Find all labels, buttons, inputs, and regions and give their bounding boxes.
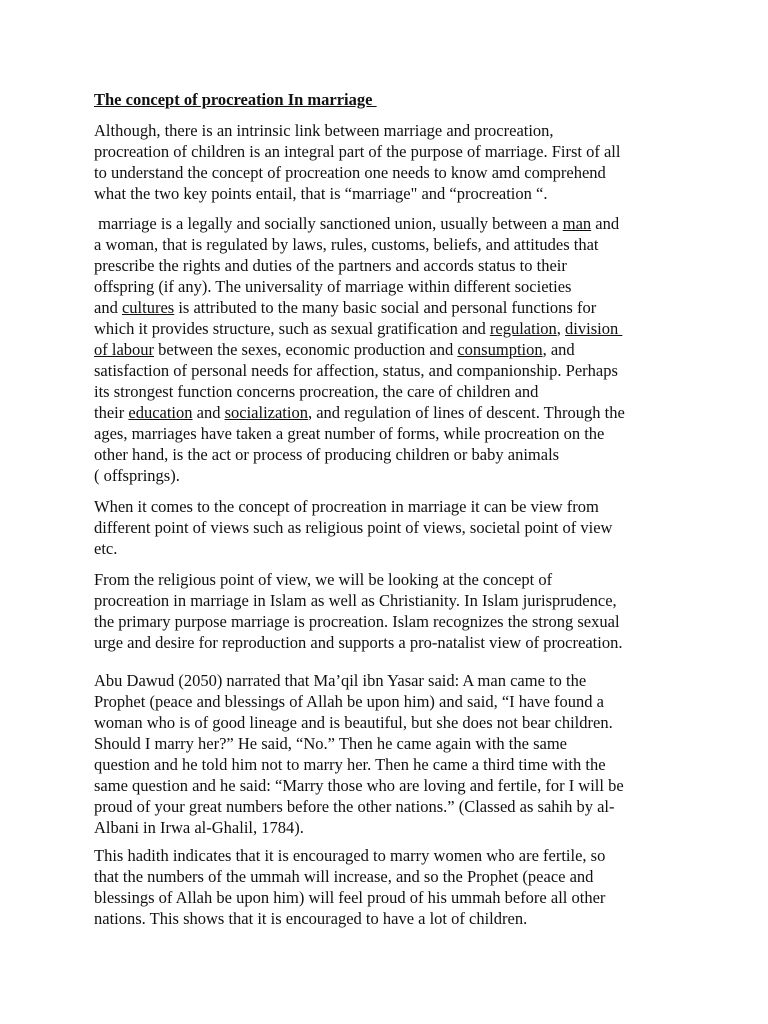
paragraph-line: Albani in Irwa al-Ghalil, 1784). (94, 818, 304, 837)
link-regulation[interactable]: regulation (489, 319, 557, 338)
paragraph-line: ( offsprings). (94, 466, 180, 485)
paragraph-line: its strongest function concerns procreation, the care of children and (94, 382, 539, 401)
paragraph-line: the primary purpose marriage is procreation. Islam recognizes the strong sexual (94, 612, 620, 631)
paragraph-hadith (94, 670, 684, 838)
link-cultures[interactable]: cultures (121, 298, 175, 317)
paragraph-line (94, 318, 684, 339)
text-run: between the sexes, economic production and (154, 340, 458, 359)
paragraph-intro (94, 120, 684, 204)
link-man[interactable]: man (562, 214, 592, 233)
link-socialization[interactable]: socialization (224, 403, 308, 422)
paragraph-line: This hadith indicates that it is encouraged to marry women who are fertile, so (94, 846, 606, 865)
paragraph-line: Abu Dawud (2050) narrated that Ma’qil ibn Yasar said: A man came to the (94, 671, 587, 690)
paragraph-line: etc. (94, 539, 118, 558)
paragraph-line (94, 297, 684, 318)
paragraph-line: other hand, is the act or process of producing children or baby animals (94, 445, 560, 464)
text-run: and (192, 403, 225, 422)
paragraph-hadith-commentary (94, 845, 684, 929)
paragraph-line: question and he told him not to marry her. Then he came a third time with the (94, 755, 606, 774)
text-run: is attributed to the many basic social and personal functions for (174, 298, 597, 317)
link-consumption[interactable]: consumption (457, 340, 543, 359)
paragraph-line: procreation in marriage in Islam as well as Christianity. In Islam jurisprudence, (94, 591, 617, 610)
text-run: , (556, 319, 566, 338)
paragraph-line: to understand the concept of procreation one needs to know amd comprehend (94, 163, 606, 182)
text-run: and (94, 298, 122, 317)
paragraph-line: From the religious point of view, we will be looking at the concept of (94, 570, 553, 589)
paragraph-line: different point of views such as religious point of views, societal point of view (94, 518, 613, 537)
paragraph-line: same question and he said: “Marry those who are loving and fertile, for I will be (94, 776, 624, 795)
paragraph-line (94, 213, 684, 234)
link-division-of-labour-cont[interactable]: of labour (94, 340, 155, 359)
paragraph-points-of-view (94, 496, 684, 559)
paragraph-line: proud of your great numbers before the other nations.” (Classed as sahih by al- (94, 797, 615, 816)
paragraph-line: prescribe the rights and duties of the partners and accords status to their (94, 256, 567, 275)
text-run: , and (542, 340, 575, 359)
text-run: marriage is a legally and socially sanctioned union, usually between a (94, 214, 563, 233)
paragraph-line (94, 339, 684, 360)
paragraph-religious-view (94, 569, 684, 653)
link-education[interactable]: education (128, 403, 193, 422)
paragraph-line: blessings of Allah be upon him) will feel proud of his ummah before all other (94, 888, 606, 907)
paragraph-line: ages, marriages have taken a great number of forms, while procreation on the (94, 424, 605, 443)
paragraph-line: Should I marry her?” He said, “No.” Then he came again with the same (94, 734, 567, 753)
paragraph-line: a woman, that is regulated by laws, rules, customs, beliefs, and attitudes that (94, 235, 599, 254)
paragraph-line: nations. This shows that it is encouraged to have a lot of children. (94, 909, 528, 928)
paragraph-line: that the numbers of the ummah will increase, and so the Prophet (peace and (94, 867, 594, 886)
paragraph-line: When it comes to the concept of procreation in marriage it can be view from (94, 497, 599, 516)
paragraph-line (94, 402, 684, 423)
paragraph-marriage-definition (94, 213, 684, 486)
paragraph-line: satisfaction of personal needs for affection, status, and companionship. Perhaps (94, 361, 618, 380)
link-division-of-labour[interactable]: division (565, 319, 623, 338)
text-run: , and regulation of lines of descent. Through the (307, 403, 625, 422)
paragraph-line: what the two key points entail, that is “marriage" and “procreation “. (94, 184, 548, 203)
text-run: which it provides structure, such as sexual gratification and (94, 319, 490, 338)
paragraph-line: Although, there is an intrinsic link between marriage and procreation, (94, 121, 554, 140)
paragraph-line: Prophet (peace and blessings of Allah be upon him) and said, “I have found a (94, 692, 604, 711)
text-run: their (94, 403, 129, 422)
paragraph-line: urge and desire for reproduction and supports a pro-natalist view of procreation. (94, 633, 623, 652)
text-run: and (591, 214, 620, 233)
paragraph-line: offspring (if any). The universality of marriage within different societies (94, 277, 572, 296)
paragraph-line: woman who is of good lineage and is beautiful, but she does not bear children. (94, 713, 613, 732)
document-title: The concept of procreation In marriage (94, 90, 377, 109)
paragraph-line: procreation of children is an integral part of the purpose of marriage. First of all (94, 142, 621, 161)
